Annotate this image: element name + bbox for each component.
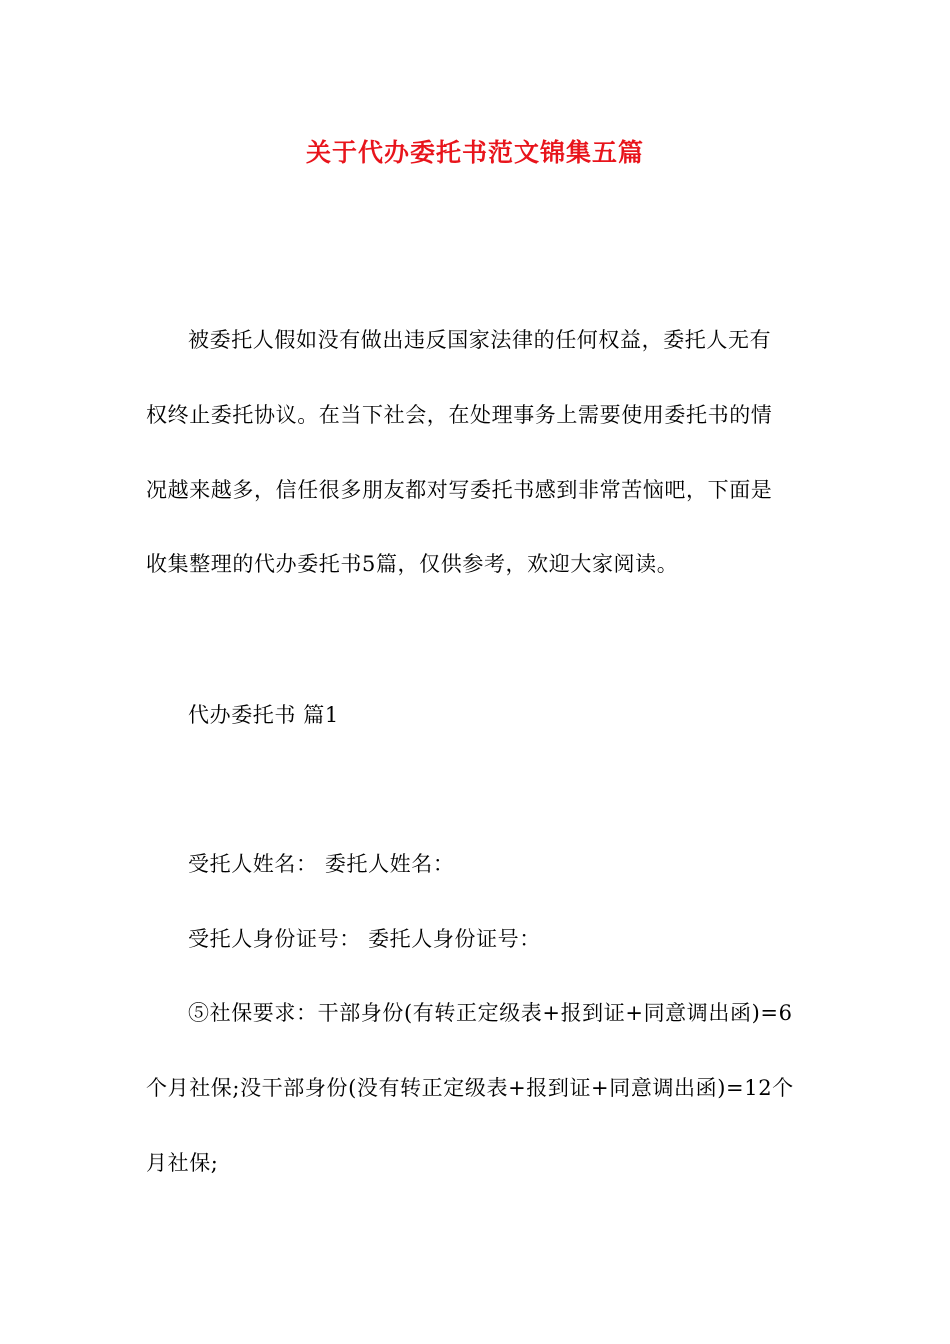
intro-line-4: 收集整理的代办委托书5篇，仅供参考，欢迎大家阅读。 [146, 552, 679, 576]
requirement-line-3: 月社保; [146, 1151, 219, 1175]
intro-line-3: 况越来越多，信任很多朋友都对写委托书感到非常苦恼吧，下面是 [146, 478, 773, 502]
requirement-line-2: 个月社保;没干部身份(没有转正定级表+报到证+同意调出函)=12个 [146, 1076, 794, 1100]
field-names-line: 受托人姓名： 委托人姓名： [188, 852, 455, 876]
intro-line-2: 权终止委托协议。在当下社会，在处理事务上需要使用委托书的情 [146, 403, 773, 427]
requirement-line-1: ⑤社保要求：干部身份(有转正定级表+报到证+同意调出函)=6 [188, 1001, 793, 1025]
document-title: 关于代办委托书范文锦集五篇 [305, 138, 644, 167]
intro-line-1: 被委托人假如没有做出违反国家法律的任何权益，委托人无有 [188, 328, 772, 352]
field-ids-line: 受托人身份证号： 委托人身份证号： [188, 927, 541, 951]
section-heading: 代办委托书 篇1 [188, 703, 339, 727]
